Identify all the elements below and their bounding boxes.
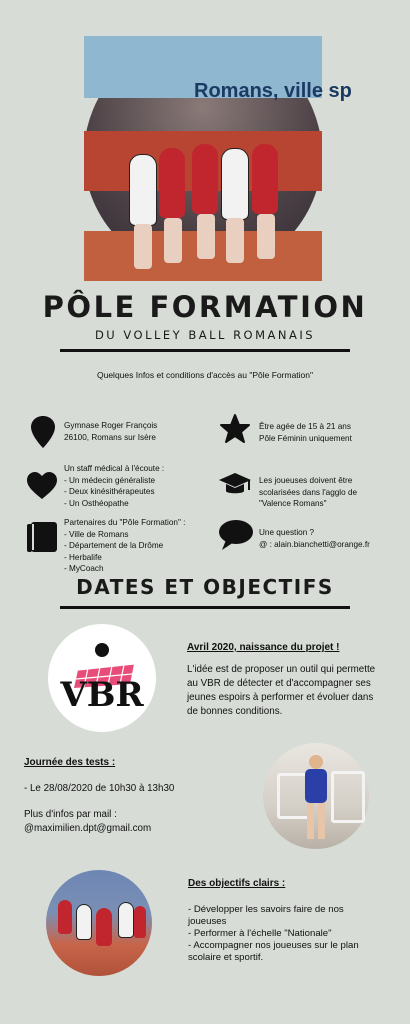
info-line: Un staff médical à l'écoute : bbox=[64, 464, 165, 473]
player-photo bbox=[263, 743, 369, 849]
tests-email[interactable]: @maximilien.dpt@gmail.com bbox=[24, 823, 152, 834]
player-figure bbox=[192, 144, 218, 214]
page-subtitle: DU VOLLEY BALL ROMANAIS bbox=[94, 328, 316, 342]
tests-heading: Journée des tests : bbox=[24, 757, 116, 768]
goal-line: - Performer à l'échelle "Nationale" bbox=[188, 928, 332, 939]
divider bbox=[60, 606, 350, 609]
player-figure bbox=[118, 902, 134, 938]
divider bbox=[60, 349, 350, 352]
vbr-logo-graphic bbox=[48, 624, 156, 732]
project-text bbox=[187, 663, 375, 719]
project-heading: Avril 2020, naissance du projet ! bbox=[187, 642, 340, 653]
star-icon bbox=[220, 414, 250, 444]
team-training-photo bbox=[46, 870, 152, 976]
info-line: - Ville de Romans bbox=[64, 529, 129, 539]
player-leg bbox=[307, 803, 314, 839]
info-line: - MyCoach bbox=[64, 564, 104, 574]
section-title: DATES ET OBJECTIFS bbox=[76, 575, 334, 599]
vbr-logo-text: VBR bbox=[60, 675, 144, 715]
info-line: 26100, Romans sur Isère bbox=[64, 432, 156, 442]
info-line: Être agée de 15 à 21 ans bbox=[259, 422, 351, 431]
hero-banner-text: Romans, ville sp bbox=[194, 80, 352, 102]
info-line: - Département de la Drôme bbox=[64, 541, 164, 551]
player-figure bbox=[252, 144, 278, 214]
contact-email[interactable]: @ : alain.bianchetti@orange.fr bbox=[259, 539, 370, 549]
info-line: Partenaires du "Pôle Formation" : bbox=[64, 518, 186, 527]
heart-icon bbox=[27, 472, 57, 500]
player-legs bbox=[226, 218, 244, 263]
player-figure bbox=[134, 906, 146, 938]
info-line: - Un médecin généraliste bbox=[64, 475, 156, 485]
goals-list bbox=[188, 904, 359, 964]
player-figure bbox=[76, 904, 92, 940]
player-figure bbox=[96, 908, 112, 946]
intro-text: Quelques Infos et conditions d'accès au "Pôle Formation" bbox=[96, 370, 314, 380]
page-title: PÔLE FORMATION bbox=[42, 290, 368, 324]
graduation-cap-icon bbox=[219, 473, 251, 497]
info-line: Pôle Féminin uniquement bbox=[259, 433, 352, 443]
para-line: de bonnes conditions. bbox=[187, 706, 283, 717]
info-line: Gymnase Roger François bbox=[64, 421, 158, 430]
goals-heading: Des objectifs clairs : bbox=[188, 878, 286, 889]
info-location bbox=[64, 420, 157, 443]
para-line: L'idée est de proposer un outil qui permette bbox=[187, 664, 376, 675]
tests-more bbox=[24, 808, 151, 836]
info-line: Les joueuses doivent être bbox=[259, 476, 353, 485]
gym-equipment bbox=[331, 771, 365, 823]
info-line: scolarisées dans l'agglo de bbox=[259, 487, 358, 497]
player-leg bbox=[318, 803, 325, 839]
para-line: jeunes espoirs à performer et évoluer dans bbox=[187, 692, 374, 703]
goal-line: scolaire et sportif. bbox=[188, 952, 264, 963]
goal-line: - Accompagner nos joueuses sur le plan bbox=[188, 940, 359, 951]
team-celebration-photo bbox=[84, 36, 352, 274]
info-line: "Valence Romans" bbox=[259, 499, 327, 509]
goal-line: - Développer les savoirs faire de nos bbox=[188, 904, 344, 915]
player-legs bbox=[257, 214, 275, 259]
goal-line: joueuses bbox=[188, 916, 227, 927]
tests-date: - Le 28/08/2020 de 10h30 à 13h30 bbox=[24, 783, 175, 794]
info-school bbox=[259, 475, 357, 510]
player-figure bbox=[221, 148, 249, 220]
player-figure bbox=[58, 900, 72, 934]
vbr-logo bbox=[48, 624, 156, 732]
player-figure bbox=[129, 154, 157, 226]
speech-bubble-icon bbox=[219, 520, 253, 550]
player-legs bbox=[134, 224, 152, 269]
player-legs bbox=[197, 214, 215, 259]
player-figure bbox=[159, 148, 185, 218]
info-line: - Un Osthéopathe bbox=[64, 498, 129, 508]
player-head bbox=[309, 755, 323, 769]
para-line: au VBR de détecter et d'accompagner ses bbox=[187, 678, 371, 689]
info-age bbox=[259, 421, 352, 444]
location-pin-icon bbox=[31, 416, 55, 448]
info-partners bbox=[64, 517, 185, 575]
info-staff bbox=[64, 463, 164, 509]
info-line: - Deux kinésithérapeutes bbox=[64, 487, 155, 497]
para-line: Plus d'infos par mail : bbox=[24, 809, 117, 820]
info-line: Une question ? bbox=[259, 528, 315, 537]
player-jersey bbox=[305, 769, 327, 803]
info-line: - Herbalife bbox=[64, 552, 102, 562]
info-contact bbox=[259, 527, 370, 550]
book-icon bbox=[27, 522, 57, 552]
player-legs bbox=[164, 218, 182, 263]
